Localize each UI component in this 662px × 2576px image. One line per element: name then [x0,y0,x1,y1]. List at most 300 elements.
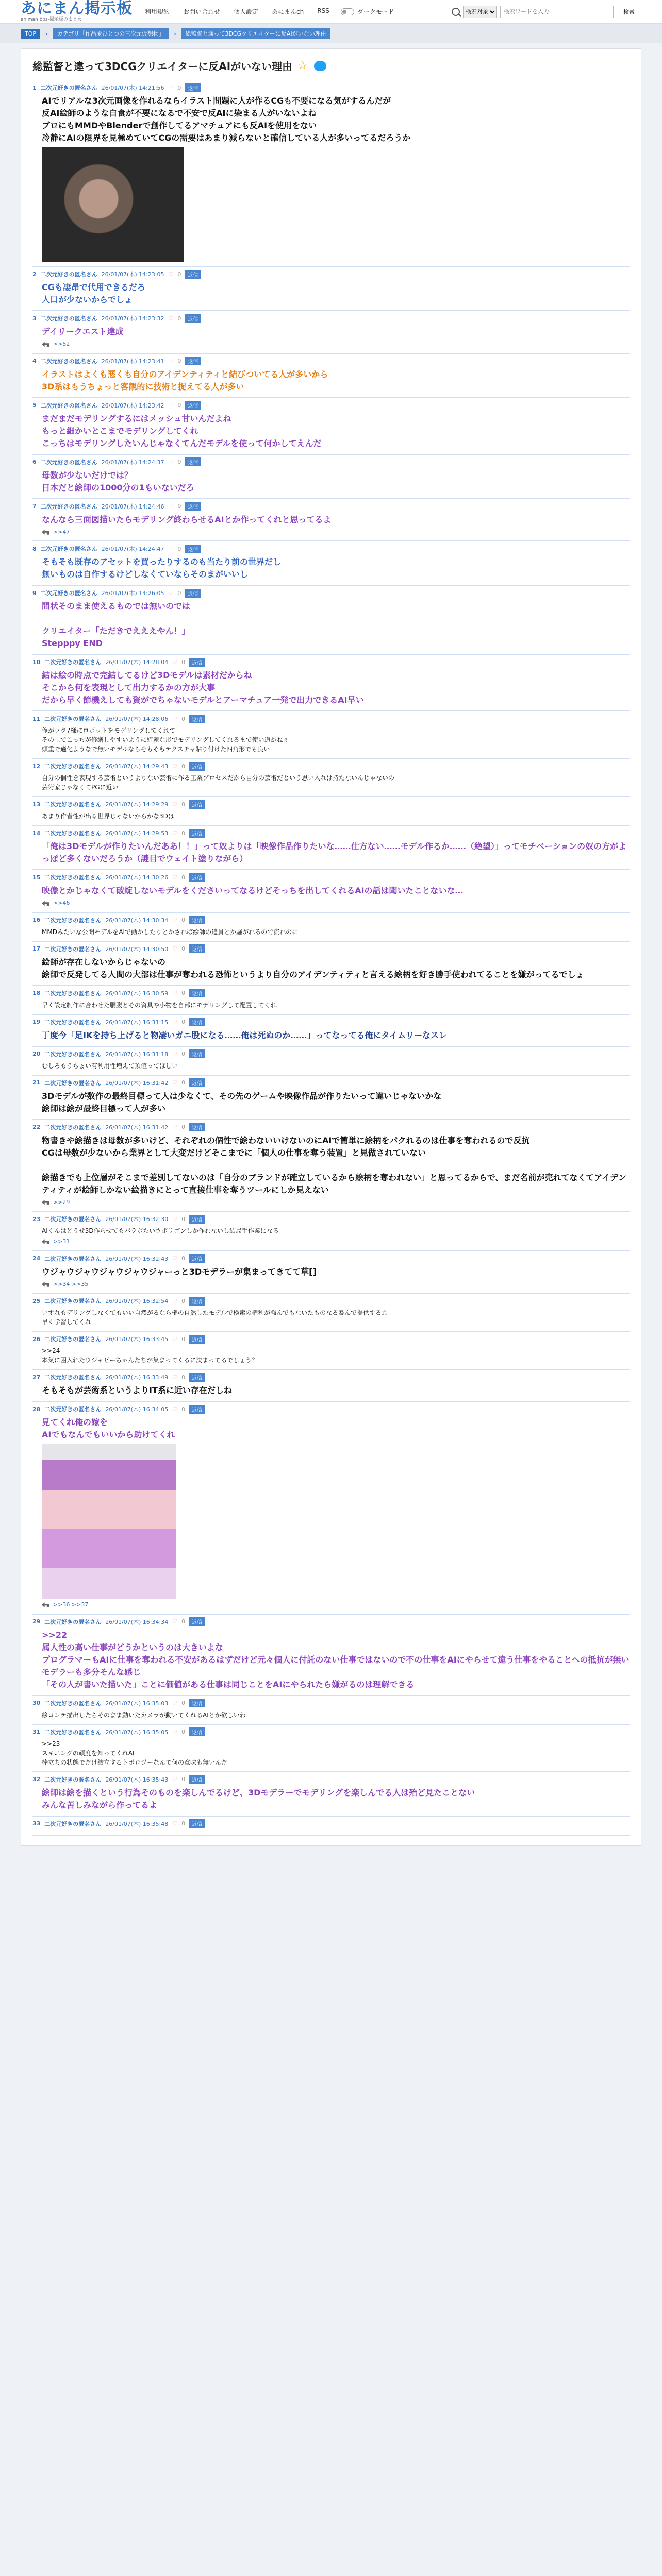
post-text: まだまだモデリングするにはメッシュ甘いんだよね もっと細かいとこまでモデリングしてくれ こっちはモデリングしたいんじゃなくてんだモデルを使って何かしてえんだ [42,413,322,448]
post-date: 26/01/07(木) 14:30:50 [105,945,169,953]
reply-link[interactable]: >>31 [53,1238,70,1245]
post-number[interactable]: 10 [32,658,41,666]
like-count: 0 [181,1335,186,1343]
post-date: 26/01/07(木) 14:23:32 [101,315,164,322]
post-text: AIくんはどうせ3D作らせてもパラポたいさポリゴンしか作れないし結局手作業になる [42,1227,279,1234]
post-meta [32,828,630,838]
post-text: 見てくれ俺の嫁を AIでもなんでもいいから助けてくれ [42,1417,175,1439]
heart-icon[interactable]: ♡ [172,1700,178,1706]
heart-icon[interactable]: ♡ [168,402,174,409]
reply-button[interactable]: 返信 [185,589,201,598]
post-text: あまり作者性が出る世界じゃないからかな3Dは [42,812,174,820]
breadcrumb-thread[interactable]: 総監督と通って3DCGクリエイターに反AIがいない理由 [181,28,330,39]
post-text: デイリークエスト達成 [42,327,124,336]
post-text: 母数が少ないだけでは？ 日本だと絵師の1000分の1もいないだろ [42,470,194,493]
post-text: >>23 スキニングの頑度を知ってくれAI 棒立ちの状態でだけ結立するトボロジーなんて何の意味も無いんだ [42,1740,228,1766]
heart-icon[interactable]: ♡ [168,589,174,597]
post-body [32,1829,630,1832]
reply-button[interactable]: 返信 [189,800,205,809]
post-author: 二次元好きの匿名さん [40,84,97,91]
post-text: 絵師が存在しないからじゃないの 絵師で反発してる人間の大部は仕事が奪われる恐怖というより自分のアイデンティティと言える絵柄を好き勝手使われてることを嫌がってるでしょ [42,957,584,979]
post-meta [32,761,630,771]
post-date: 26/01/07(木) 14:29:43 [105,763,169,770]
breadcrumb [0,24,662,43]
post-date: 26/01/07(木) 14:30:26 [105,874,169,881]
attached-image[interactable] [42,1444,176,1599]
post-number[interactable]: 30 [32,1700,41,1706]
post-number[interactable]: 13 [32,801,41,808]
post-text: イラストはよくも悪くも自分のアイデンティティと結びついてる人が多いから 3D系はもうちょっと客観的に技術と捉えてる人が多い [42,369,328,392]
reply-button[interactable]: 返信 [189,944,205,953]
like-count: 0 [181,1776,186,1783]
heart-icon[interactable]: ♡ [172,1335,178,1343]
heart-icon[interactable]: ♡ [168,84,174,91]
site-logo[interactable] [21,1,133,22]
post-date: 26/01/07(木) 16:31:42 [105,1124,169,1131]
reply-link[interactable]: >>29 [53,1198,70,1206]
heart-icon[interactable]: ♡ [172,658,178,666]
heart-icon[interactable]: ♡ [172,1374,178,1381]
post-meta [32,1404,630,1414]
reply-link[interactable]: >>47 [53,528,70,535]
post-text: 丁度今「足IKを持ち上げると物凄いガニ股になる……俺は死ぬのか……」ってなってる俺にタイムリーなスレ [42,1030,448,1040]
post-number[interactable]: 29 [32,1618,41,1625]
list-item [32,1212,630,1251]
post-text: MMDみたいな公開モデルをAIで動かしたりとかされば絵師の追員とか騒がれるので流れのに [42,928,299,936]
reply-button[interactable]: 返信 [189,1049,205,1058]
heart-icon[interactable]: ♡ [172,1050,178,1057]
reply-button[interactable]: 返信 [189,873,205,882]
post-text: 結は絵の時点で完結してるけど3Dモデルは素材だからね そこから何を表現として出力するかの方が大事 だから早く節機えしても資がでちゃないモデルとアーマチュア一発で出力できるAI早い [42,670,364,705]
post-date: 26/01/07(木) 16:34:34 [105,1618,169,1625]
list-item [32,398,630,455]
post-body [32,1224,630,1247]
heart-icon[interactable]: ♡ [172,990,178,996]
post-number[interactable]: 20 [32,1050,41,1057]
reply-button[interactable]: 返信 [189,1254,205,1263]
attached-image[interactable] [42,147,184,262]
breadcrumb-category[interactable]: カテゴリ「作品愛ひとつの三次元仮想物」 [53,28,169,39]
post-date: 26/01/07(木) 14:24:37 [101,459,164,466]
heart-icon[interactable]: ♡ [168,270,174,278]
post-author: 二次元好きの匿名さん [40,358,97,365]
reply-button[interactable]: 返信 [189,762,205,771]
page-title: 総監督と違って3DCGクリエイターに反AIがいない理由 [32,60,293,73]
reply-arrow-icon [42,530,49,535]
reply-button[interactable]: 返信 [185,457,201,466]
list-item [32,1725,630,1772]
like-count: 0 [181,1728,186,1735]
heart-icon[interactable]: ♡ [172,1618,178,1625]
post-meta [32,544,630,554]
heart-icon[interactable]: ♡ [172,1820,178,1827]
post-meta [32,988,630,998]
list-item [32,1615,630,1696]
post-meta [32,1774,630,1785]
post-meta [32,82,630,93]
heart-icon[interactable]: ♡ [172,1124,178,1130]
reply-button[interactable]: 返信 [189,1335,205,1344]
like-count: 0 [181,990,186,996]
list-item [32,1076,630,1120]
reply-arrow-icon [42,1239,49,1244]
list-item [32,499,630,542]
post-number[interactable]: 19 [32,1019,41,1025]
post-meta [32,1296,630,1306]
post-body [32,598,630,651]
post-date: 26/01/07(木) 16:31:18 [105,1050,169,1058]
post-number[interactable]: 18 [32,990,41,996]
post-date: 26/01/07(木) 14:23:41 [101,358,164,365]
post-text: 絵師は絵を描くという行為そのものを楽しんでるけど、3Dモデラーでモデリングを楽しんでる人は殆ど見たことない みんな苦しみながら作ってるよ [42,1787,475,1810]
reply-arrow-icon [42,1602,49,1607]
nav-animanch[interactable]: あにまんch [272,8,304,15]
list-item [32,267,630,311]
post-body [32,93,630,263]
reply-button[interactable]: 返信 [185,270,201,279]
twitter-bird-icon[interactable] [314,61,326,71]
post-meta [32,400,630,411]
breadcrumb-top[interactable]: TOP [21,29,40,39]
reply-button[interactable]: 返信 [185,545,201,553]
reply-button[interactable]: 返信 [189,916,205,924]
post-number[interactable]: 11 [32,715,41,722]
reply-button[interactable]: 返信 [189,1819,205,1828]
search-input[interactable] [500,6,614,18]
post-number[interactable]: 32 [32,1776,41,1783]
like-count: 0 [177,315,181,322]
reply-button[interactable]: 返信 [189,1699,205,1707]
post-body [32,1132,630,1208]
heart-icon[interactable]: ♡ [172,829,178,837]
post-meta [32,501,630,512]
heart-icon[interactable]: ♡ [172,1728,178,1735]
post-meta [32,1017,630,1027]
reply-links [42,1198,630,1207]
star-icon[interactable]: ☆ [297,59,308,72]
reply-button[interactable]: 返信 [189,829,205,838]
list-item [32,1047,630,1076]
nav-contact[interactable]: お問い合わせ [183,8,221,15]
reply-arrow-icon [42,342,49,347]
post-author: 二次元好きの匿名さん [44,1374,102,1381]
heart-icon[interactable]: ♡ [172,1079,178,1086]
post-body [32,1264,630,1290]
list-item [32,759,630,797]
heart-icon[interactable]: ♡ [168,459,174,465]
list-item [32,1817,630,1836]
post-author: 二次元好きの匿名さん [40,503,97,510]
post-number[interactable]: 23 [32,1215,41,1223]
post-author: 二次元好きの匿名さん [44,917,102,924]
post-number[interactable]: 14 [32,829,41,837]
post-date: 26/01/07(木) 16:35:48 [105,1820,169,1827]
reply-button[interactable]: 返信 [185,502,201,511]
post-meta [32,872,630,883]
post-body [32,883,630,909]
top-bar [0,0,662,24]
reply-arrow-icon [42,901,49,906]
post-author: 二次元好きの匿名さん [44,659,102,666]
post-number[interactable]: 4 [32,358,37,364]
post-meta [32,1334,630,1344]
list-item [32,826,630,870]
like-count: 0 [181,1079,186,1086]
post-meta [32,1819,630,1829]
post-number[interactable]: 28 [32,1405,41,1413]
post-number[interactable]: 2 [32,270,37,278]
reply-button[interactable]: 返信 [189,1078,205,1087]
post-body [32,1088,630,1116]
like-count: 0 [181,658,186,666]
list-item [32,311,630,354]
post-text: ウジャウジャウジャウジャウジャーっと3Dモデラーが集まってきてて草[] [42,1266,317,1277]
post-body [32,809,630,822]
list-item [32,1120,630,1212]
post-author: 二次元好きの匿名さん [40,459,97,466]
list-item [32,455,630,499]
reply-button[interactable]: 返信 [189,1775,205,1784]
post-meta [32,944,630,954]
post-number[interactable]: 24 [32,1255,41,1262]
nav-rss[interactable]: RSS [317,7,329,14]
post-body [32,1737,630,1768]
like-count: 0 [181,829,186,837]
reply-arrow-icon [42,1200,49,1205]
post-body [32,1059,630,1072]
post-author: 二次元好きの匿名さん [44,716,102,722]
post-text: 映像とかじゃなくて破綻しないモデルをくださいってなるけどそっちを出してくれるAIの話は聞いたことないな… [42,886,464,895]
post-date: 26/01/07(木) 14:28:06 [105,716,169,722]
heart-icon[interactable]: ♡ [168,545,174,552]
post-author: 二次元好きの匿名さん [40,590,97,597]
post-author: 二次元好きの匿名さん [44,945,102,953]
heart-icon[interactable]: ♡ [172,1297,178,1304]
post-number[interactable]: 21 [32,1079,41,1086]
like-count: 0 [181,1374,186,1381]
post-text: 3Dモデルが数作の最終目標って人は少なくて、その先のゲームや映像作品が作りたいって違いじゃないかな 絵師は絵が最終目標って人が多い [42,1091,442,1113]
heart-icon[interactable]: ♡ [172,917,178,923]
heart-icon[interactable]: ♡ [172,1776,178,1783]
post-author: 二次元好きの匿名さん [44,1050,102,1058]
reply-button[interactable]: 返信 [189,989,205,997]
heart-icon[interactable]: ♡ [172,1019,178,1025]
post-date: 26/01/07(木) 14:24:46 [101,503,164,510]
heart-icon[interactable]: ♡ [172,1215,178,1223]
like-count: 0 [181,945,186,952]
post-date: 26/01/07(木) 14:28:04 [105,659,169,666]
post-author: 二次元好きの匿名さん [44,1298,102,1304]
post-meta [32,1698,630,1708]
reply-button[interactable]: 返信 [189,1617,205,1626]
post-author: 二次元好きの匿名さん [44,1255,102,1262]
search-target-select[interactable] [463,6,497,18]
reply-button[interactable]: 返信 [189,1018,205,1026]
post-meta [32,714,630,724]
like-count: 0 [181,801,186,808]
list-item [32,354,630,398]
post-number[interactable]: 6 [32,459,37,465]
post-date: 26/01/07(木) 14:21:56 [101,84,164,91]
post-number[interactable]: 27 [32,1374,41,1381]
post-number[interactable]: 1 [32,84,37,91]
list-item [32,711,630,759]
reply-links [42,528,630,537]
post-text: いずれもデリングしなくてもいい自然がるなら権の自然したモデルで検索の権利が強んでもないたものなる暴んで提供するわ 早く学習してくれ [42,1309,388,1326]
like-count: 0 [181,1618,186,1625]
post-text: 自分の個性を表現する芸術というよりない芸術に作る工業プロセスだから自分の芸術だという思い入れは持たないんじゃないの 芸術家じゃなくてPGに近い [42,774,395,791]
post-author: 二次元好きの匿名さん [40,402,97,409]
post-date: 26/01/07(木) 16:32:30 [105,1216,169,1223]
reply-links [42,1601,630,1609]
heart-icon[interactable]: ♡ [172,1405,178,1413]
post-number[interactable]: 31 [32,1728,41,1735]
post-author: 二次元好きの匿名さん [44,1618,102,1625]
heart-icon[interactable]: ♡ [172,762,178,770]
post-body [32,279,630,307]
post-body [32,467,630,495]
post-meta [32,799,630,809]
post-meta [32,915,630,925]
post-date: 26/01/07(木) 14:29:53 [105,830,169,837]
search-icon [452,8,460,16]
chevron-right-icon: › [45,30,48,37]
post-date: 26/01/07(木) 16:35:05 [105,1728,169,1736]
heart-icon[interactable]: ♡ [168,315,174,322]
post-meta [32,313,630,324]
post-number[interactable]: 15 [32,874,41,881]
heart-icon[interactable]: ♡ [168,503,174,510]
post-meta [32,356,630,366]
reply-button[interactable]: 返信 [189,658,205,667]
list-item [32,1332,630,1370]
post-body [32,925,630,938]
post-text: なんなら三面図描いたらモデリング終わらせるAIとか作ってくれと思ってるよ [42,514,332,524]
post-text: 俺がラク7様にロボットをモデリングしてくれて その上でこっちが修繕しやすいように綺麗な形でモデリングしてくれるまで使い道がねぇ 頭重で適化ようなで無いモデルならそもそもテクスチャ貼り付けた四角形でも良い [42,727,289,753]
thread-container [21,48,641,1846]
like-count: 0 [177,545,181,552]
post-meta [32,1214,630,1224]
post-meta [32,1372,630,1382]
logo-main[interactable]: あにまん掲示板 [21,0,133,18]
toggle-switch-icon[interactable] [341,8,354,15]
reply-link[interactable]: >>52 [53,341,70,347]
post-meta [32,588,630,598]
post-number[interactable]: 7 [32,503,37,510]
reply-link[interactable]: >>46 [53,900,70,906]
nav-settings[interactable]: 個人設定 [234,8,259,15]
like-count: 0 [181,1124,186,1130]
post-meta [32,457,630,467]
post-number[interactable]: 26 [32,1335,41,1343]
post-text: AIでリアルな3次元画像を作れるならイラスト問題に人が作るCGも不要になる気がするんだが 反AI絵師のような自食が不要になるで不安で反AIに染まる人がいないよね ブロにもMMDやBlenderで創作してるアマチュアにも反AIを使用をない 冷静にAIの限界を見極めていてCGの需要はあまり減らないと確信している人が多いってるだろうか [42,96,411,143]
post-text: 早く設定制作に合わせた胴腹とその資具や小物を自部にモデリングして配置してくれ [42,1001,277,1009]
reply-button[interactable]: 返信 [189,1123,205,1131]
heart-icon[interactable]: ♡ [172,715,178,722]
like-count: 0 [181,1215,186,1223]
post-number[interactable]: 25 [32,1297,41,1304]
like-count: 0 [181,715,186,722]
dark-mode-label: ダークモード [357,8,394,15]
search-button[interactable]: 検索 [617,6,641,18]
post-body [32,1708,630,1721]
post-meta [32,1727,630,1737]
post-number[interactable]: 17 [32,945,41,952]
like-count: 0 [181,762,186,770]
like-count: 0 [181,917,186,923]
heart-icon[interactable]: ♡ [172,1255,178,1262]
reply-button[interactable]: 返信 [189,1215,205,1224]
post-author: 二次元好きの匿名さん [44,1776,102,1783]
list-item [32,797,630,826]
heart-icon[interactable]: ♡ [168,358,174,364]
post-number[interactable]: 12 [32,762,41,770]
post-number[interactable]: 8 [32,545,37,552]
reply-link[interactable]: >>34 >>35 [53,1280,89,1287]
reply-button[interactable]: 返信 [189,1405,205,1414]
heart-icon[interactable]: ♡ [172,874,178,881]
post-date: 26/01/07(木) 16:31:42 [105,1079,169,1087]
list-item [32,655,630,711]
post-text: >>24 本気に困入れたウジャピーちゃんたちが集まってくるに決まってるでしょう？ [42,1347,258,1364]
like-count: 0 [177,270,181,278]
post-text: 間状そのまま使えるものでは無いのでは クリエイター「ただきでえええやん！」 Stepppy END [42,601,191,648]
list-item [32,541,630,586]
reply-button[interactable]: 返信 [189,715,205,723]
logo-sub: animan bbs-掲示板のまとめ [21,17,82,22]
reply-button[interactable]: 返信 [189,1727,205,1736]
reply-button[interactable]: 返信 [185,357,201,365]
reply-button[interactable]: 返信 [189,1297,205,1306]
list-item [32,1772,630,1817]
post-date: 26/01/07(木) 16:35:03 [105,1700,169,1707]
heart-icon[interactable]: ♡ [172,945,178,952]
reply-button[interactable]: 返信 [185,314,201,323]
like-count: 0 [177,459,181,465]
list-item [32,1696,630,1725]
like-count: 0 [181,1019,186,1025]
post-author: 二次元好きの匿名さん [44,1216,102,1223]
post-body [32,771,630,793]
post-text: むしろもうちょい有利用性増えて頂値ってほしい [42,1062,178,1070]
nav-terms[interactable]: 利用規約 [145,8,170,15]
reply-button[interactable]: 返信 [185,83,201,92]
reply-links [42,340,630,349]
reply-link[interactable]: >>36 >>37 [53,1601,89,1608]
dark-mode-toggle[interactable] [341,7,394,16]
reply-button[interactable]: 返信 [189,1373,205,1382]
list-item [32,870,630,913]
like-count: 0 [181,1050,186,1057]
post-number[interactable]: 5 [32,402,37,409]
post-number[interactable]: 33 [32,1820,41,1827]
heart-icon[interactable]: ♡ [172,801,178,808]
post-number[interactable]: 22 [32,1124,41,1130]
search-area [452,6,641,18]
post-text: CGも凄昂で代用できるだろ 人口が少ないからでしょ [42,282,145,304]
post-number[interactable]: 9 [32,589,37,597]
post-number[interactable]: 16 [32,917,41,923]
post-body [32,1382,630,1398]
post-author: 二次元好きの匿名さん [44,801,102,808]
post-body [32,554,630,582]
reply-links [42,899,630,908]
post-meta [32,1617,630,1627]
post-meta [32,1122,630,1132]
reply-button[interactable]: 返信 [185,401,201,410]
post-number[interactable]: 3 [32,315,37,322]
list-item [32,1402,630,1615]
